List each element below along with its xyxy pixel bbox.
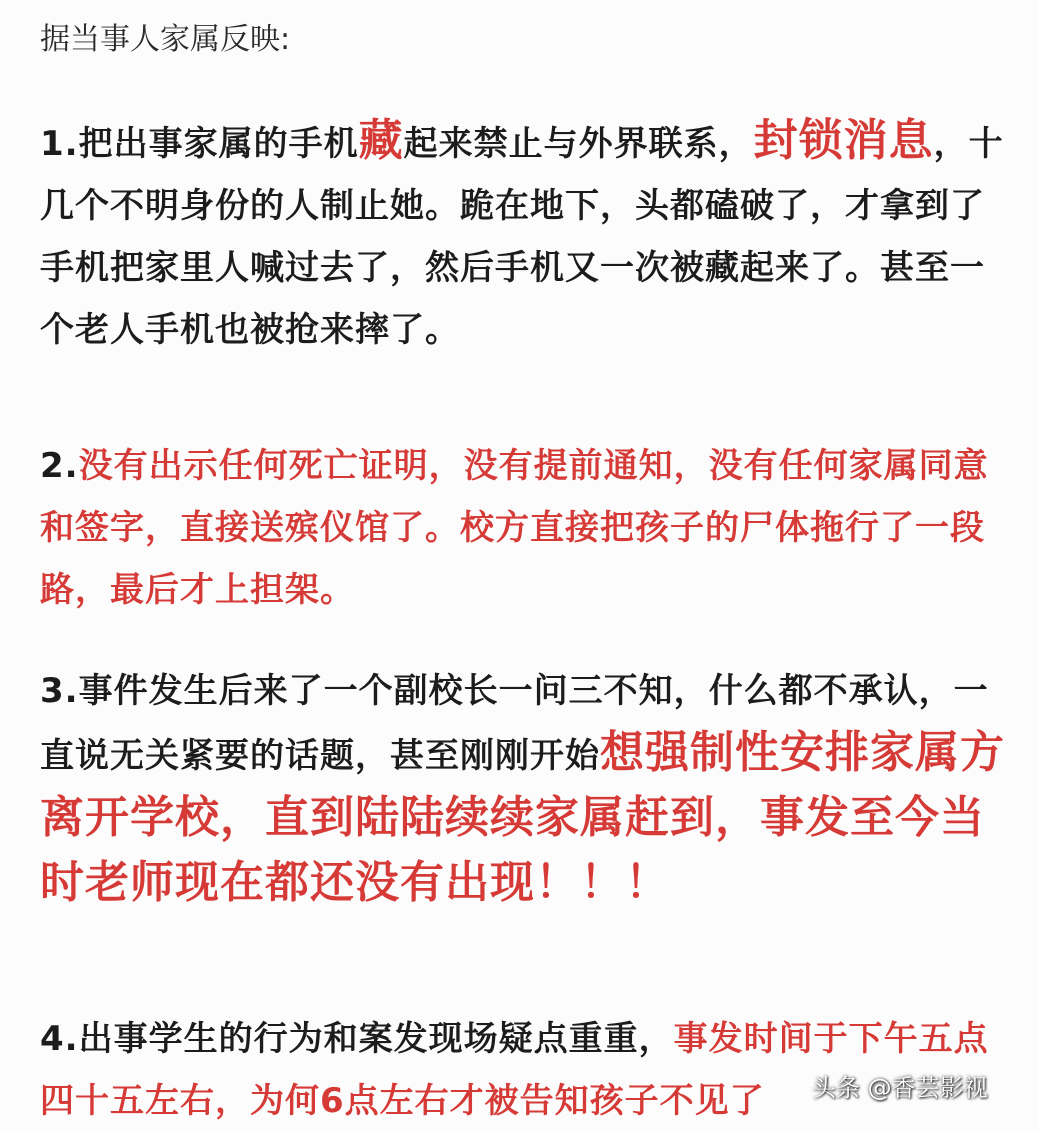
p1-highlight-block-news: 封锁消息 <box>753 115 934 166</box>
intro-line: 据当事人家属反映: <box>40 22 291 57</box>
p3-text-a: 3.事件发生后来了一个副校长一问三不知，什么都不承认，一直说无关紧要的话题，甚至刚刚开始 <box>40 671 989 776</box>
p1-text-c: 起来禁止与外界联系， <box>403 124 754 164</box>
p4-text-a: 4.出事学生的行为和案发现场疑点重重， <box>40 1019 674 1059</box>
p2-number: 2. <box>40 446 79 486</box>
p1-text-e: ，十几个不明身份的人制止她。跪在地下，头都磕破了，才拿到了手机把家里人喊过去了，然后手机又一次被藏起来了。甚至一个老人手机也被抢来摔了。 <box>40 124 1004 350</box>
paragraph-2 <box>40 435 1005 621</box>
p1-text-a: 1.把出事家属的手机 <box>40 124 359 164</box>
p4-highlight: 事发时间于下午五点四十五左右，为何6点左右才被告知孩子不见了 <box>40 1019 989 1121</box>
p3-highlight: 想强制性安排家属方离开学校，直到陆陆续续家属赶到，事发至今当时老师现在都还没有出现！！！ <box>40 727 1005 908</box>
p2-highlight: 没有出示任何死亡证明，没有提前通知，没有任何家属同意和签字，直接送殡仪馆了。校方直接把孩子的尸体拖行了一段路，最后才上担架。 <box>40 446 989 610</box>
paragraph-3 <box>40 660 1005 917</box>
p1-highlight-hide: 藏 <box>358 115 404 166</box>
paragraph-1 <box>40 110 1005 361</box>
toutiao-watermark: 头条 @香芸影视 <box>812 1074 988 1102</box>
